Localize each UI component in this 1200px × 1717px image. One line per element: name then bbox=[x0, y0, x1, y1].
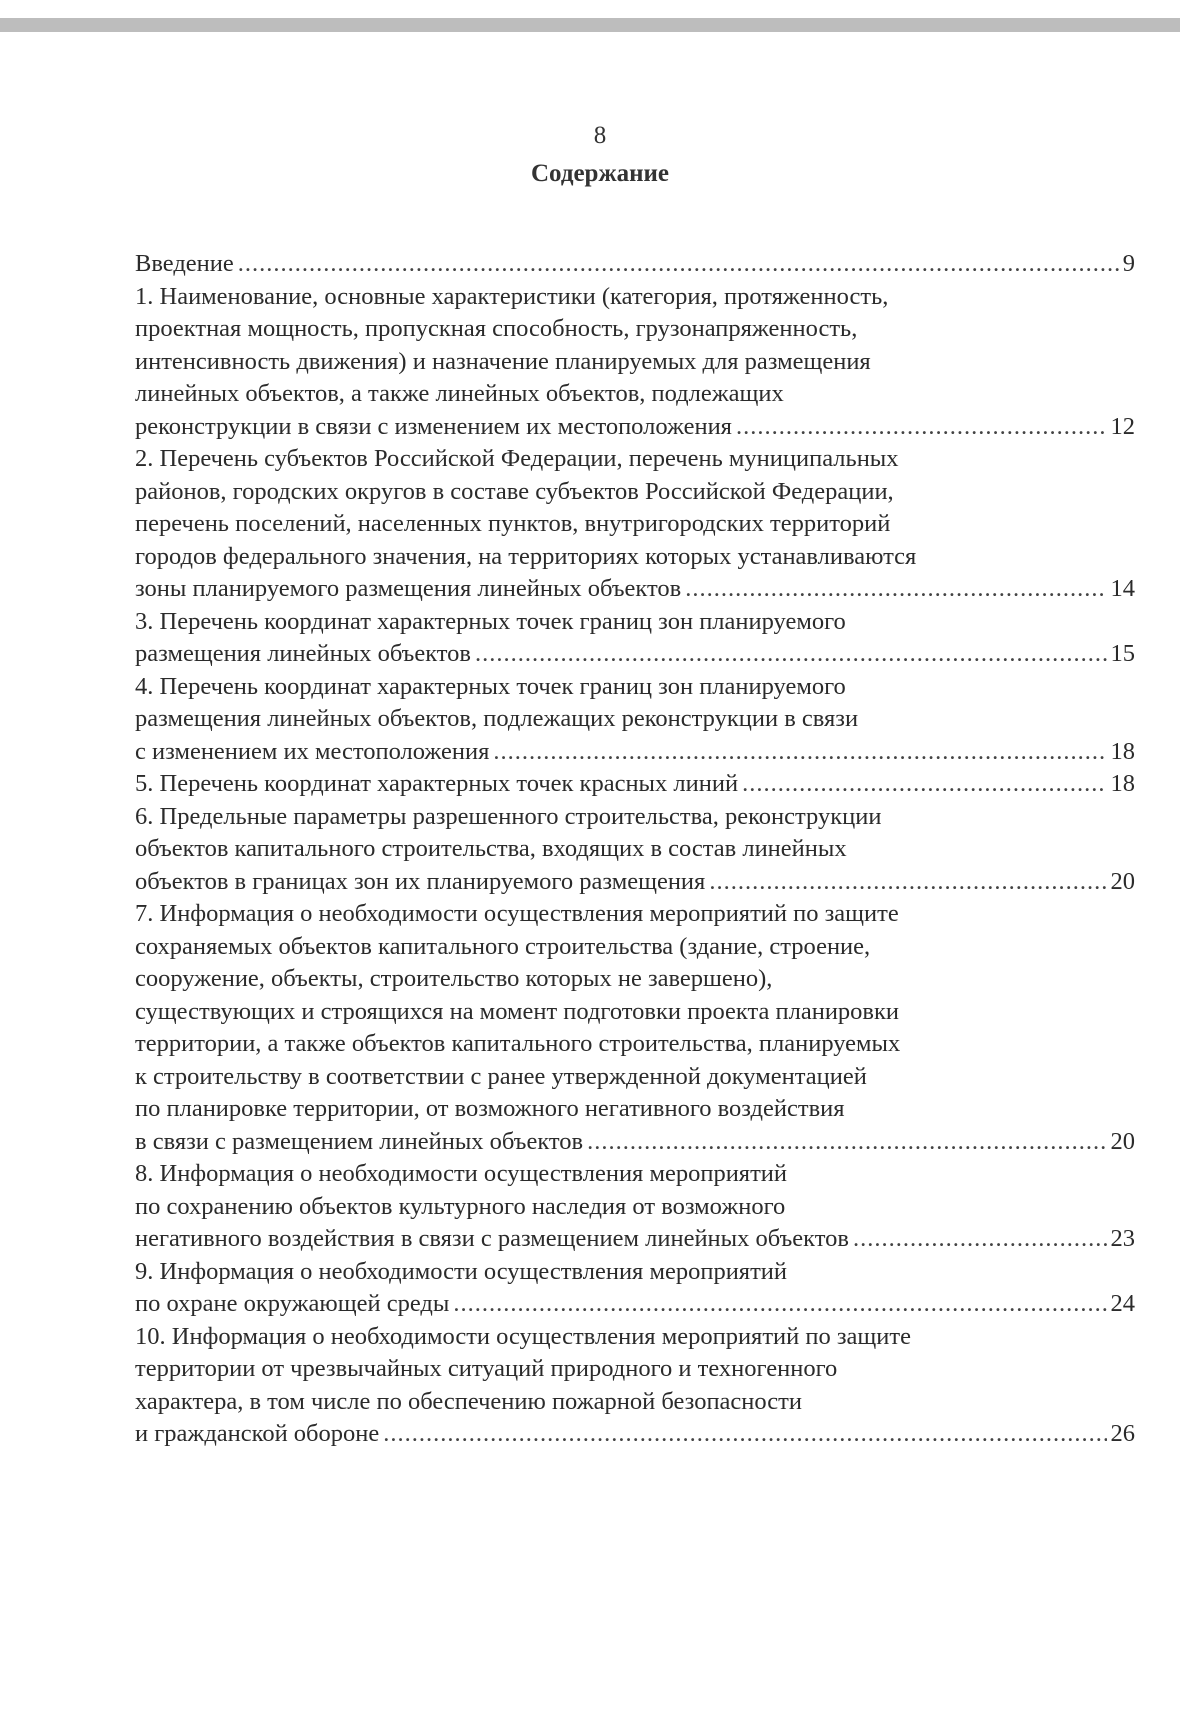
toc-entry-line bbox=[135, 1256, 1135, 1289]
dot-leader bbox=[238, 248, 1119, 281]
page-number: 8 bbox=[593, 122, 607, 149]
toc-entry-text: сооружение, объекты, строительство которых не завершено), bbox=[135, 965, 773, 992]
toc-entry-text: перечень поселений, населенных пунктов, внутригородских территорий bbox=[135, 510, 891, 537]
toc-entry-line bbox=[135, 671, 1135, 704]
toc-entry-text: 4. Перечень координат характерных точек границ зон планируемого bbox=[135, 672, 846, 700]
toc-entry-line bbox=[135, 1223, 1135, 1256]
toc-entry-line bbox=[135, 1028, 1135, 1061]
toc-page-number: 18 bbox=[1110, 770, 1135, 797]
dot-leader bbox=[383, 1418, 1106, 1451]
toc-entry-line bbox=[135, 1126, 1135, 1159]
dot-leader bbox=[685, 573, 1106, 606]
dot-leader bbox=[736, 411, 1107, 444]
toc-entry bbox=[135, 1321, 1135, 1451]
toc-entry-text: районов, городских округов в составе субъектов Российской Федерации, bbox=[135, 477, 894, 505]
dot-leader bbox=[709, 866, 1106, 899]
table-of-contents bbox=[135, 248, 1135, 1451]
toc-entry-text: 5. Перечень координат характерных точек красных линий bbox=[135, 770, 739, 797]
toc-entry-text: Введение bbox=[135, 250, 234, 277]
toc-entry-line bbox=[135, 898, 1135, 931]
toc-entry-text: зоны планируемого размещения линейных объектов bbox=[135, 575, 682, 602]
toc-entry-line bbox=[135, 768, 1135, 801]
toc-entry bbox=[135, 248, 1135, 281]
toc-entry-text: размещения линейных объектов bbox=[135, 640, 472, 667]
toc-entry-text: интенсивность движения) и назначение планируемых для размещения bbox=[135, 347, 871, 375]
toc-entry-line bbox=[135, 1093, 1135, 1126]
toc-entry-text: объектов капитального строительства, входящих в состав линейных bbox=[135, 835, 847, 862]
toc-entry bbox=[135, 281, 1135, 444]
dot-leader bbox=[587, 1126, 1106, 1159]
toc-entry-text: 10. Информация о необходимости осуществления мероприятий по защите bbox=[135, 1322, 911, 1350]
toc-entry-text: линейных объектов, а также линейных объектов, подлежащих bbox=[135, 380, 784, 407]
dot-leader bbox=[453, 1288, 1106, 1321]
toc-page-number: 20 bbox=[1110, 867, 1135, 895]
toc-page-number: 12 bbox=[1110, 412, 1135, 440]
toc-entry bbox=[135, 898, 1135, 1158]
toc-entry-line bbox=[135, 638, 1135, 671]
toc-entry-line bbox=[135, 606, 1135, 639]
toc-entry bbox=[135, 801, 1135, 899]
toc-entry-text: с изменением их местоположения bbox=[135, 737, 490, 765]
toc-entry-line bbox=[135, 476, 1135, 509]
toc-page-number: 14 bbox=[1110, 575, 1135, 602]
toc-entry-line bbox=[135, 443, 1135, 476]
toc-entry-line bbox=[135, 1386, 1135, 1419]
toc-entry-text: сохраняемых объектов капитального строительства (здание, строение, bbox=[135, 932, 871, 960]
toc-entry-line bbox=[135, 963, 1135, 996]
toc-entry-text: 2. Перечень субъектов Российской Федерации, перечень муниципальных bbox=[135, 445, 899, 472]
toc-entry-text: городов федерального значения, на территориях которых устанавливаются bbox=[135, 542, 917, 570]
toc-entry-line bbox=[135, 931, 1135, 964]
toc-entry-line bbox=[135, 281, 1135, 314]
toc-entry-line bbox=[135, 573, 1135, 606]
dot-leader bbox=[493, 736, 1106, 769]
toc-entry-text: проектная мощность, пропускная способность, грузонапряженность, bbox=[135, 315, 858, 342]
toc-entry bbox=[135, 443, 1135, 606]
toc-entry-text: 8. Информация о необходимости осуществления мероприятий bbox=[135, 1160, 788, 1187]
toc-entry-text: и гражданской обороне bbox=[135, 1420, 380, 1447]
toc-entry-text: реконструкции в связи с изменением их местоположения bbox=[135, 412, 732, 440]
toc-entry-line bbox=[135, 411, 1135, 444]
toc-entry-text: к строительству в соответствии с ранее утвержденной документацией bbox=[135, 1062, 867, 1090]
toc-entry-line bbox=[135, 508, 1135, 541]
toc-entry-text: по планировке территории, от возможного негативного воздействия bbox=[135, 1095, 845, 1122]
toc-entry-line bbox=[135, 866, 1135, 899]
toc-entry-line bbox=[135, 833, 1135, 866]
toc-page-number: 24 bbox=[1110, 1290, 1135, 1317]
toc-entry-text: объектов в границах зон их планируемого размещения bbox=[135, 867, 706, 895]
dot-leader bbox=[853, 1223, 1107, 1256]
toc-entry-text: 7. Информация о необходимости осуществления мероприятий по защите bbox=[135, 900, 899, 927]
toc-page-number: 18 bbox=[1110, 737, 1135, 765]
toc-title: Содержание bbox=[530, 160, 669, 187]
dot-leader bbox=[475, 638, 1106, 671]
toc-entry bbox=[135, 606, 1135, 671]
toc-entry-text: характера, в том числе по обеспечению пожарной безопасности bbox=[135, 1387, 802, 1415]
toc-entry-line bbox=[135, 313, 1135, 346]
toc-entry-text: по сохранению объектов культурного наследия от возможного bbox=[135, 1192, 786, 1220]
toc-entry-line bbox=[135, 1061, 1135, 1094]
toc-entry-line bbox=[135, 801, 1135, 834]
toc-entry-text: 9. Информация о необходимости осуществления мероприятий bbox=[135, 1257, 788, 1285]
toc-entry-line bbox=[135, 736, 1135, 769]
scan-top-border bbox=[0, 18, 1180, 32]
dot-leader bbox=[742, 768, 1106, 801]
toc-entry-text: размещения линейных объектов, подлежащих реконструкции в связи bbox=[135, 705, 859, 732]
toc-entry-text: негативного воздействия в связи с размещением линейных объектов bbox=[135, 1225, 849, 1252]
toc-entry-text: в связи с размещением линейных объектов bbox=[135, 1127, 584, 1155]
toc-entry-line bbox=[135, 1288, 1135, 1321]
toc-entry-text: 1. Наименование, основные характеристики (категория, протяженность, bbox=[135, 282, 889, 310]
toc-entry-text: 6. Предельные параметры разрешенного строительства, реконструкции bbox=[135, 802, 882, 830]
toc-entry-line bbox=[135, 248, 1135, 281]
toc-entry-text: по охране окружающей среды bbox=[135, 1290, 450, 1317]
toc-entry-line bbox=[135, 346, 1135, 379]
toc-entry-line bbox=[135, 541, 1135, 574]
toc-entry-line bbox=[135, 1353, 1135, 1386]
toc-page-number: 26 bbox=[1110, 1420, 1135, 1447]
toc-entry-line bbox=[135, 1158, 1135, 1191]
toc-entry-text: территории, а также объектов капитального строительства, планируемых bbox=[135, 1030, 901, 1057]
toc-entry-line bbox=[135, 378, 1135, 411]
toc-entry-line bbox=[135, 996, 1135, 1029]
toc-entry-line bbox=[135, 703, 1135, 736]
toc-entry-text: территории от чрезвычайных ситуаций природного и техногенного bbox=[135, 1355, 838, 1382]
toc-entry-line bbox=[135, 1321, 1135, 1354]
toc-entry-line bbox=[135, 1418, 1135, 1451]
toc-page-number: 9 bbox=[1122, 250, 1135, 277]
toc-entry-line bbox=[135, 1191, 1135, 1224]
toc-page-number: 15 bbox=[1110, 640, 1135, 667]
toc-entry bbox=[135, 1256, 1135, 1321]
toc-entry-text: существующих и строящихся на момент подготовки проекта планировки bbox=[135, 997, 900, 1025]
toc-entry-text: 3. Перечень координат характерных точек границ зон планируемого bbox=[135, 607, 846, 635]
toc-page-number: 23 bbox=[1110, 1225, 1135, 1252]
toc-entry bbox=[135, 768, 1135, 801]
toc-entry bbox=[135, 671, 1135, 769]
toc-entry bbox=[135, 1158, 1135, 1256]
toc-page-number: 20 bbox=[1110, 1127, 1135, 1155]
